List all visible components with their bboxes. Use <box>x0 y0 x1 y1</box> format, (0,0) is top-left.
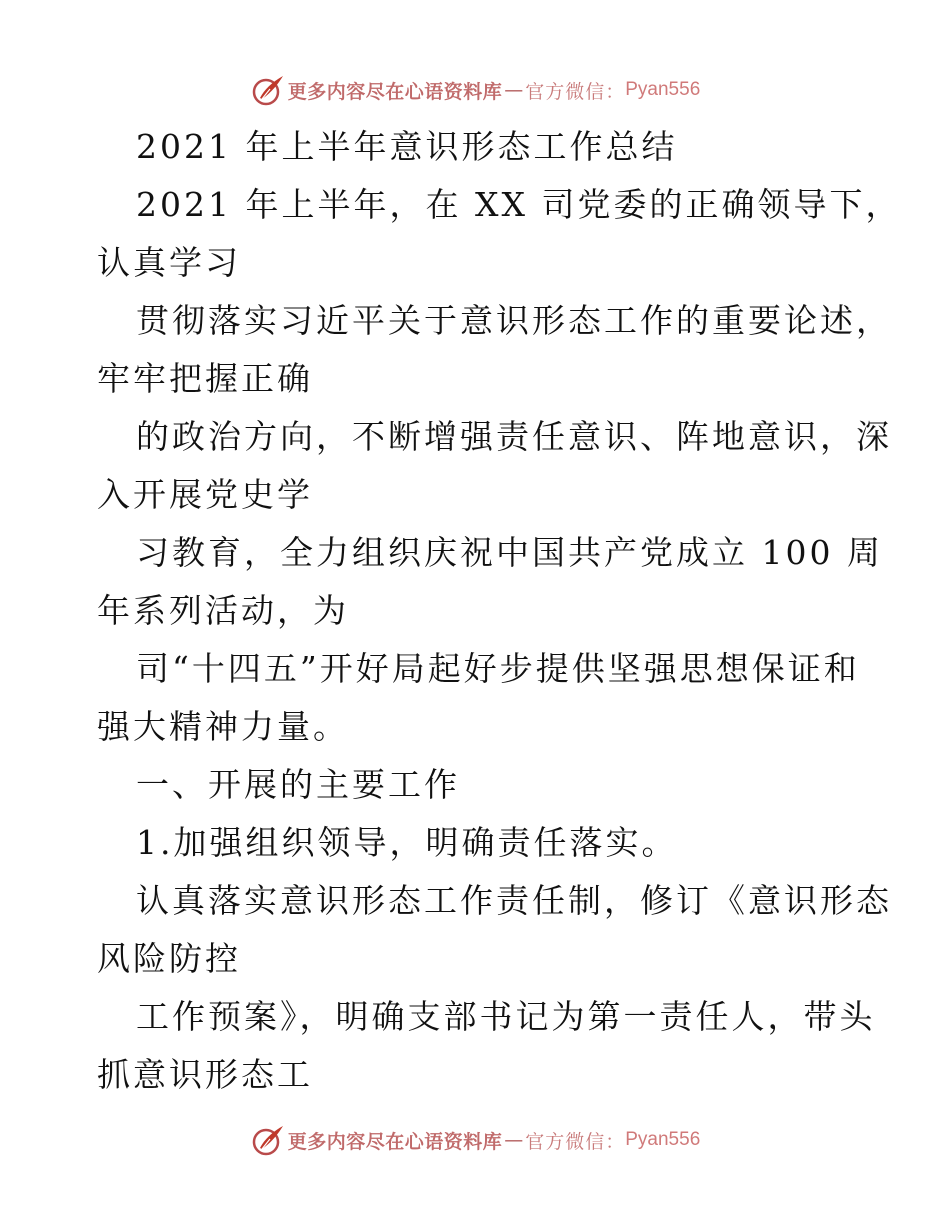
paragraph-line: 工作预案》，明确支部书记为第一责任人，带头 <box>136 997 876 1036</box>
document-title: 2021 年上半年意识形态工作总结 <box>136 127 678 166</box>
brand-text: 更多内容尽在心语资料库 <box>287 80 503 103</box>
document-body <box>97 118 902 1104</box>
paragraph-line: 风险防控 <box>97 939 241 978</box>
quill-pen-logo-icon <box>250 1122 286 1158</box>
paragraph-line: 司“十四五”开好局起好步提供坚强思想保证和 <box>136 649 860 688</box>
paragraph-line: 贯彻落实习近平关于意识形态工作的重要论述， <box>136 301 892 340</box>
banner-dash: — <box>504 1129 524 1151</box>
subsection-heading: 1.加强组织领导，明确责任落实。 <box>136 823 678 862</box>
contact-id: Pyan556 <box>625 1129 701 1150</box>
paragraph-line: 牢牢把握正确 <box>97 359 313 398</box>
banner-dash: — <box>504 79 524 101</box>
paragraph-line: 2021 年上半年，在 XX 司党委的正确领导下， <box>136 185 902 224</box>
paragraph-line: 抓意识形态工 <box>97 1055 313 1094</box>
contact-id: Pyan556 <box>625 79 701 100</box>
paragraph-line: 的政治方向，不断增强责任意识、阵地意识，深 <box>136 417 892 456</box>
paragraph-line: 认真学习 <box>97 243 241 282</box>
paragraph-line: 年系列活动，为 <box>97 591 349 630</box>
footer-watermark-banner <box>0 1120 950 1160</box>
paragraph-line: 认真落实意识形态工作责任制，修订《意识形态 <box>136 881 892 920</box>
contact-label: 官方微信： <box>525 1130 626 1153</box>
paragraph-line: 强大精神力量。 <box>97 707 349 746</box>
paragraph-line: 习教育，全力组织庆祝中国共产党成立 100 周 <box>136 533 883 572</box>
section-heading: 一、开展的主要工作 <box>136 765 460 804</box>
header-watermark-banner <box>0 70 950 110</box>
contact-label: 官方微信： <box>525 80 626 103</box>
quill-pen-logo-icon <box>250 72 286 108</box>
paragraph-line: 入开展党史学 <box>97 475 313 514</box>
brand-text: 更多内容尽在心语资料库 <box>287 1130 503 1153</box>
